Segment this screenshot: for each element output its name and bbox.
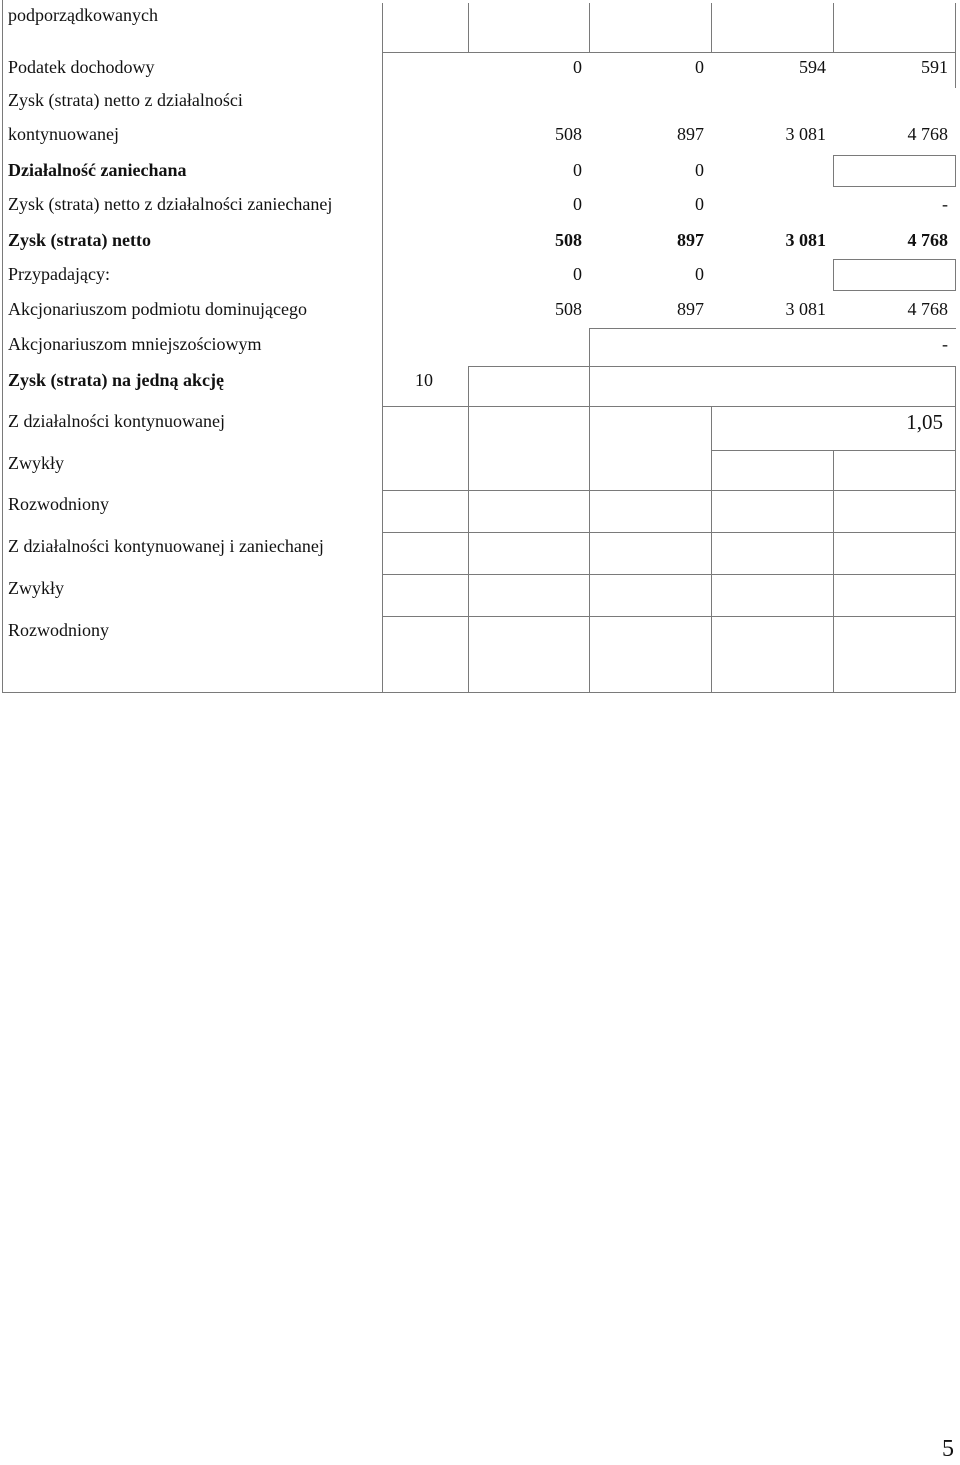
row-label: Z działalności kontynuowanej: [8, 411, 225, 431]
column-divider: [382, 3, 383, 693]
column-divider: [833, 155, 834, 187]
cell-value: 0: [695, 57, 704, 77]
cell-value: 0: [695, 194, 704, 214]
cell-value: 4 768: [907, 230, 948, 250]
cell-value: 0: [695, 160, 704, 180]
row-divider: [382, 574, 956, 575]
cell-value: 897: [677, 230, 704, 250]
row-label: Podatek dochodowy: [8, 57, 155, 77]
table-border-right: [955, 3, 956, 88]
cell-value: 4 768: [907, 299, 948, 319]
cell-value: 897: [677, 124, 704, 144]
column-divider: [468, 366, 469, 693]
column-divider: [589, 328, 590, 693]
column-divider: [589, 3, 590, 53]
row-divider: [833, 155, 956, 156]
row-divider: [711, 450, 956, 451]
cell-value: 3 081: [785, 124, 826, 144]
row-label: Zysk (strata) netto z działalności: [8, 90, 243, 110]
cell-value: 0: [573, 57, 582, 77]
row-label: Działalność zaniechana: [8, 160, 187, 180]
cell-value: 591: [921, 57, 948, 77]
row-divider: [382, 490, 956, 491]
cell-value: 594: [799, 57, 826, 77]
row-label: Rozwodniony: [8, 620, 109, 640]
cell-value: 0: [573, 160, 582, 180]
cell-value: 897: [677, 299, 704, 319]
table-border-right: [955, 259, 956, 291]
row-label: Z działalności kontynuowanej i zaniechanej: [8, 536, 324, 556]
row-label: Zysk (strata) netto z działalności zaniechanej: [8, 194, 333, 214]
cell-value: -: [942, 334, 948, 354]
cell-value: 508: [555, 230, 582, 250]
column-divider: [833, 450, 834, 693]
row-divider: [382, 406, 956, 407]
note-reference: 10: [415, 370, 433, 390]
row-label: Zysk (strata) netto: [8, 230, 151, 250]
row-label: Zwykły: [8, 453, 64, 473]
page-number: 5: [942, 1436, 954, 1462]
row-label: Zwykły: [8, 578, 64, 598]
row-divider: [833, 259, 956, 260]
table-border-right: [955, 155, 956, 187]
cell-value: 3 081: [785, 299, 826, 319]
cell-value: 1,05: [906, 410, 943, 434]
row-label: kontynuowanej: [8, 124, 119, 144]
row-label: Zysk (strata) na jedną akcję: [8, 370, 224, 390]
row-divider: [382, 616, 956, 617]
financial-table: [0, 0, 960, 700]
row-label: Przypadający:: [8, 264, 110, 284]
row-divider: [382, 532, 956, 533]
row-label: podporządkowanych: [8, 5, 158, 25]
row-divider: [382, 52, 956, 53]
column-divider: [833, 3, 834, 53]
column-divider: [711, 3, 712, 53]
row-label: Akcjonariuszom podmiotu dominującego: [8, 299, 307, 319]
cell-value: 0: [573, 264, 582, 284]
row-label: Rozwodniony: [8, 494, 109, 514]
row-divider: [468, 366, 956, 367]
cell-value: 0: [695, 264, 704, 284]
column-divider: [468, 3, 469, 53]
cell-value: 4 768: [907, 124, 948, 144]
cell-value: 508: [555, 299, 582, 319]
table-border-left: [2, 0, 3, 693]
row-divider: [589, 328, 956, 329]
row-divider: [833, 290, 956, 291]
cell-value: 3 081: [785, 230, 826, 250]
column-divider: [833, 259, 834, 291]
row-label: Akcjonariuszom mniejszościowym: [8, 334, 262, 354]
table-border-bottom: [2, 692, 956, 693]
cell-value: 0: [573, 194, 582, 214]
row-divider: [833, 186, 956, 187]
table-border-right: [955, 366, 956, 693]
cell-value: 508: [555, 124, 582, 144]
cell-value: -: [942, 194, 948, 214]
